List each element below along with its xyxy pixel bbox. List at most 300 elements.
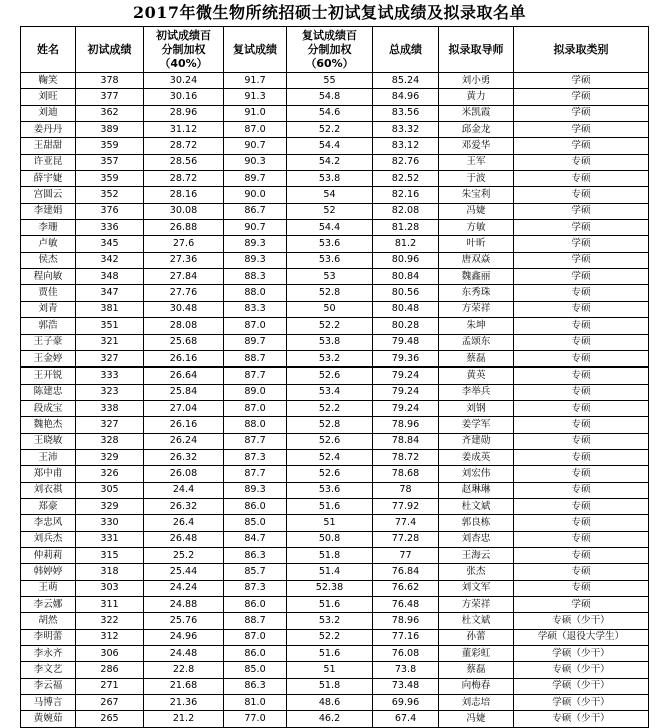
cell-total-score: 83.32 <box>373 122 439 138</box>
cell-total-score: 83.12 <box>373 138 439 154</box>
cell-retest-weighted: 54.8 <box>287 89 373 105</box>
cell-name: 王甜甜 <box>21 138 76 154</box>
cell-advisor: 王军 <box>439 154 514 170</box>
cell-total-score: 82.52 <box>373 171 439 187</box>
cell-total-score: 78 <box>373 482 439 498</box>
cell-category: 专硕 <box>514 482 649 498</box>
cell-advisor: 姜成英 <box>439 449 514 465</box>
cell-retest-score: 84.7 <box>224 531 287 547</box>
cell-total-score: 81.2 <box>373 236 439 252</box>
cell-advisor: 邓爱华 <box>439 138 514 154</box>
cell-prelim-weighted: 25.68 <box>144 334 224 350</box>
admission-table <box>20 26 649 728</box>
cell-prelim-weighted: 26.16 <box>144 350 224 367</box>
table-row <box>21 695 649 711</box>
cell-name: 刘衣祺 <box>21 482 76 498</box>
document-title: 2017年微生物所统招硕士初试复试成绩及拟录取名单 <box>132 3 527 22</box>
cell-prelim-weighted: 26.32 <box>144 498 224 514</box>
table-row <box>21 711 649 727</box>
cell-retest-weighted: 54.2 <box>287 154 373 170</box>
table-row <box>21 662 649 678</box>
cell-retest-weighted: 52.6 <box>287 466 373 482</box>
cell-prelim-score: 315 <box>76 547 144 563</box>
cell-retest-weighted: 55 <box>287 73 373 89</box>
table-row <box>21 449 649 465</box>
cell-name: 王金婷 <box>21 350 76 367</box>
cell-retest-score: 87.0 <box>224 629 287 645</box>
table-row <box>21 466 649 482</box>
cell-category: 学硕（少干） <box>514 646 649 662</box>
cell-prelim-weighted: 24.48 <box>144 646 224 662</box>
cell-advisor: 朱坤 <box>439 318 514 334</box>
cell-prelim-score: 327 <box>76 417 144 433</box>
cell-total-score: 78.96 <box>373 613 439 629</box>
cell-category: 学硕 <box>514 122 649 138</box>
cell-retest-score: 88.7 <box>224 350 287 367</box>
cell-prelim-score: 338 <box>76 400 144 416</box>
cell-category: 学硕 <box>514 73 649 89</box>
cell-total-score: 80.28 <box>373 318 439 334</box>
cell-prelim-score: 303 <box>76 580 144 596</box>
cell-retest-score: 86.0 <box>224 597 287 613</box>
cell-name: 李珊 <box>21 220 76 236</box>
cell-advisor: 刘小勇 <box>439 73 514 89</box>
cell-total-score: 67.4 <box>373 711 439 727</box>
cell-total-score: 84.96 <box>373 89 439 105</box>
cell-name: 王开锐 <box>21 367 76 384</box>
cell-prelim-score: 389 <box>76 122 144 138</box>
cell-retest-score: 90.0 <box>224 187 287 203</box>
cell-prelim-score: 381 <box>76 301 144 317</box>
cell-retest-score: 91.3 <box>224 89 287 105</box>
cell-total-score: 79.24 <box>373 367 439 384</box>
cell-retest-weighted: 51.6 <box>287 646 373 662</box>
cell-category: 学硕 <box>514 252 649 268</box>
header-prelim-weighted-line3: （40%） <box>159 56 208 70</box>
cell-prelim-weighted: 26.16 <box>144 417 224 433</box>
cell-name: 仲莉莉 <box>21 547 76 563</box>
cell-advisor: 黄英 <box>439 367 514 384</box>
cell-advisor: 米凯霞 <box>439 105 514 121</box>
cell-prelim-weighted: 21.36 <box>144 695 224 711</box>
cell-category: 专硕 <box>514 449 649 465</box>
table-row <box>21 597 649 613</box>
cell-advisor: 于波 <box>439 171 514 187</box>
cell-category: 学硕 <box>514 269 649 285</box>
cell-retest-weighted: 53.2 <box>287 613 373 629</box>
cell-prelim-score: 348 <box>76 269 144 285</box>
cell-advisor: 刘志培 <box>439 695 514 711</box>
cell-prelim-score: 286 <box>76 662 144 678</box>
cell-total-score: 77.92 <box>373 498 439 514</box>
cell-name: 王沛 <box>21 449 76 465</box>
table-row <box>21 384 649 400</box>
cell-advisor: 齐建勋 <box>439 433 514 449</box>
cell-prelim-score: 318 <box>76 564 144 580</box>
cell-total-score: 77.16 <box>373 629 439 645</box>
cell-name: 韩婷婷 <box>21 564 76 580</box>
cell-retest-score: 85.0 <box>224 515 287 531</box>
cell-retest-score: 90.7 <box>224 220 287 236</box>
cell-prelim-weighted: 26.32 <box>144 449 224 465</box>
cell-total-score: 80.84 <box>373 269 439 285</box>
cell-name: 李文艺 <box>21 662 76 678</box>
cell-name: 许亚昆 <box>21 154 76 170</box>
cell-prelim-weighted: 28.72 <box>144 138 224 154</box>
cell-total-score: 81.28 <box>373 220 439 236</box>
cell-category: 专硕 <box>514 154 649 170</box>
cell-total-score: 79.24 <box>373 400 439 416</box>
header-row <box>21 27 649 73</box>
cell-retest-score: 83.3 <box>224 301 287 317</box>
cell-retest-weighted: 53.8 <box>287 171 373 187</box>
cell-prelim-score: 312 <box>76 629 144 645</box>
cell-prelim-score: 305 <box>76 482 144 498</box>
table-row <box>21 171 649 187</box>
cell-advisor: 黄力 <box>439 89 514 105</box>
header-category: 拟录取类别 <box>514 27 649 73</box>
cell-advisor: 方敏 <box>439 220 514 236</box>
cell-name: 贾佳 <box>21 285 76 301</box>
cell-prelim-weighted: 28.96 <box>144 105 224 121</box>
cell-prelim-score: 328 <box>76 433 144 449</box>
cell-retest-weighted: 52.2 <box>287 400 373 416</box>
cell-prelim-score: 311 <box>76 597 144 613</box>
cell-advisor: 东秀珠 <box>439 285 514 301</box>
cell-prelim-weighted: 26.88 <box>144 220 224 236</box>
cell-prelim-score: 333 <box>76 367 144 384</box>
cell-retest-score: 87.7 <box>224 367 287 384</box>
cell-total-score: 80.96 <box>373 252 439 268</box>
cell-prelim-score: 326 <box>76 466 144 482</box>
cell-prelim-weighted: 26.64 <box>144 367 224 384</box>
cell-prelim-weighted: 25.84 <box>144 384 224 400</box>
cell-prelim-weighted: 30.24 <box>144 73 224 89</box>
cell-total-score: 76.84 <box>373 564 439 580</box>
header-total: 总成绩 <box>373 27 439 73</box>
cell-total-score: 77.28 <box>373 531 439 547</box>
cell-prelim-weighted: 28.56 <box>144 154 224 170</box>
cell-retest-score: 86.0 <box>224 646 287 662</box>
cell-retest-score: 89.7 <box>224 334 287 350</box>
cell-advisor: 李举兵 <box>439 384 514 400</box>
cell-total-score: 79.36 <box>373 350 439 367</box>
cell-retest-score: 87.0 <box>224 318 287 334</box>
cell-advisor: 郭良栋 <box>439 515 514 531</box>
cell-prelim-score: 321 <box>76 334 144 350</box>
cell-name: 侯杰 <box>21 252 76 268</box>
cell-prelim-weighted: 26.4 <box>144 515 224 531</box>
cell-prelim-score: 347 <box>76 285 144 301</box>
cell-prelim-score: 327 <box>76 350 144 367</box>
cell-total-score: 80.48 <box>373 301 439 317</box>
cell-retest-weighted: 50 <box>287 301 373 317</box>
header-prelim-weighted-line2: 分制加权 <box>161 42 206 56</box>
cell-retest-weighted: 52.2 <box>287 629 373 645</box>
cell-category: 专硕 <box>514 318 649 334</box>
cell-advisor: 叶昕 <box>439 236 514 252</box>
cell-prelim-weighted: 28.08 <box>144 318 224 334</box>
table-row <box>21 531 649 547</box>
table-row <box>21 269 649 285</box>
table-row <box>21 334 649 350</box>
cell-retest-weighted: 53.2 <box>287 350 373 367</box>
cell-retest-score: 88.0 <box>224 417 287 433</box>
cell-prelim-score: 378 <box>76 73 144 89</box>
cell-advisor: 孙蕾 <box>439 629 514 645</box>
cell-advisor: 刘杏忠 <box>439 531 514 547</box>
cell-prelim-score: 351 <box>76 318 144 334</box>
cell-retest-score: 87.7 <box>224 433 287 449</box>
table-row <box>21 220 649 236</box>
cell-retest-weighted: 50.8 <box>287 531 373 547</box>
table-row <box>21 138 649 154</box>
cell-advisor: 王海云 <box>439 547 514 563</box>
cell-retest-weighted: 51.4 <box>287 564 373 580</box>
cell-advisor: 方荣祥 <box>439 301 514 317</box>
cell-category: 专硕 <box>514 466 649 482</box>
cell-retest-weighted: 54 <box>287 187 373 203</box>
cell-advisor: 董彩虹 <box>439 646 514 662</box>
cell-prelim-score: 342 <box>76 252 144 268</box>
cell-name: 段成宝 <box>21 400 76 416</box>
cell-retest-score: 87.7 <box>224 466 287 482</box>
cell-retest-weighted: 52.6 <box>287 367 373 384</box>
cell-retest-score: 86.7 <box>224 203 287 219</box>
cell-category: 专硕 <box>514 285 649 301</box>
cell-advisor: 杜文斌 <box>439 498 514 514</box>
cell-total-score: 82.16 <box>373 187 439 203</box>
table-row <box>21 285 649 301</box>
cell-prelim-score: 376 <box>76 203 144 219</box>
cell-category: 专硕 <box>514 334 649 350</box>
cell-prelim-weighted: 27.36 <box>144 252 224 268</box>
cell-prelim-score: 267 <box>76 695 144 711</box>
cell-prelim-weighted: 21.2 <box>144 711 224 727</box>
cell-prelim-score: 336 <box>76 220 144 236</box>
cell-name: 姜丹丹 <box>21 122 76 138</box>
cell-retest-weighted: 51 <box>287 515 373 531</box>
cell-prelim-weighted: 25.76 <box>144 613 224 629</box>
cell-name: 李永齐 <box>21 646 76 662</box>
cell-category: 专硕 <box>514 187 649 203</box>
cell-prelim-score: 322 <box>76 613 144 629</box>
cell-name: 郑豪 <box>21 498 76 514</box>
cell-prelim-score: 359 <box>76 138 144 154</box>
cell-name: 李忠风 <box>21 515 76 531</box>
cell-prelim-weighted: 27.84 <box>144 269 224 285</box>
cell-prelim-score: 306 <box>76 646 144 662</box>
cell-total-score: 77.4 <box>373 515 439 531</box>
table-row <box>21 564 649 580</box>
cell-total-score: 76.08 <box>373 646 439 662</box>
cell-prelim-weighted: 26.08 <box>144 466 224 482</box>
table-row <box>21 482 649 498</box>
table-row <box>21 154 649 170</box>
cell-category: 学硕（少干） <box>514 695 649 711</box>
cell-category: 学硕 <box>514 597 649 613</box>
cell-category: 专硕（少干） <box>514 613 649 629</box>
cell-retest-score: 86.0 <box>224 498 287 514</box>
cell-total-score: 85.24 <box>373 73 439 89</box>
cell-total-score: 78.72 <box>373 449 439 465</box>
cell-retest-weighted: 53.6 <box>287 482 373 498</box>
cell-name: 刘青 <box>21 301 76 317</box>
cell-name: 薛宇婕 <box>21 171 76 187</box>
cell-prelim-score: 359 <box>76 171 144 187</box>
cell-name: 程向敏 <box>21 269 76 285</box>
cell-prelim-weighted: 21.68 <box>144 678 224 694</box>
cell-retest-weighted: 54.4 <box>287 138 373 154</box>
header-prelim: 初试成绩 <box>76 27 144 73</box>
cell-category: 学硕 <box>514 138 649 154</box>
cell-retest-score: 87.3 <box>224 449 287 465</box>
cell-prelim-weighted: 24.96 <box>144 629 224 645</box>
cell-prelim-weighted: 24.88 <box>144 597 224 613</box>
cell-prelim-weighted: 26.24 <box>144 433 224 449</box>
cell-prelim-score: 357 <box>76 154 144 170</box>
table-body <box>21 73 649 728</box>
cell-name: 郑中甫 <box>21 466 76 482</box>
cell-total-score: 79.48 <box>373 334 439 350</box>
cell-prelim-weighted: 25.44 <box>144 564 224 580</box>
table-row <box>21 498 649 514</box>
table-row <box>21 187 649 203</box>
cell-category: 专硕 <box>514 515 649 531</box>
cell-retest-score: 88.7 <box>224 613 287 629</box>
cell-category: 专硕 <box>514 301 649 317</box>
cell-retest-weighted: 51.8 <box>287 678 373 694</box>
cell-total-score: 82.76 <box>373 154 439 170</box>
cell-category: 专硕 <box>514 400 649 416</box>
cell-retest-score: 85.7 <box>224 564 287 580</box>
cell-total-score: 78.84 <box>373 433 439 449</box>
cell-retest-score: 87.0 <box>224 400 287 416</box>
cell-advisor: 刘文军 <box>439 580 514 596</box>
cell-advisor: 魏鑫丽 <box>439 269 514 285</box>
table-row <box>21 580 649 596</box>
table-row <box>21 613 649 629</box>
cell-advisor: 蔡磊 <box>439 350 514 367</box>
cell-prelim-weighted: 24.24 <box>144 580 224 596</box>
table-row <box>21 515 649 531</box>
cell-name: 刘兵杰 <box>21 531 76 547</box>
cell-name: 胡然 <box>21 613 76 629</box>
cell-retest-weighted: 52.8 <box>287 285 373 301</box>
cell-retest-score: 88.0 <box>224 285 287 301</box>
cell-name: 王子豪 <box>21 334 76 350</box>
cell-advisor: 邱金龙 <box>439 122 514 138</box>
cell-total-score: 73.48 <box>373 678 439 694</box>
cell-name: 魏艳杰 <box>21 417 76 433</box>
cell-total-score: 82.08 <box>373 203 439 219</box>
cell-retest-weighted: 51.6 <box>287 597 373 613</box>
cell-category: 专硕（少干） <box>514 662 649 678</box>
table-row <box>21 400 649 416</box>
cell-retest-score: 89.3 <box>224 236 287 252</box>
cell-advisor: 唐双焱 <box>439 252 514 268</box>
cell-retest-score: 77.0 <box>224 711 287 727</box>
cell-name: 李建娟 <box>21 203 76 219</box>
cell-category: 专硕 <box>514 350 649 367</box>
header-prelim-weighted <box>144 27 224 73</box>
table-row <box>21 646 649 662</box>
cell-prelim-weighted: 27.04 <box>144 400 224 416</box>
header-advisor: 拟录取导师 <box>439 27 514 73</box>
cell-prelim-weighted: 28.72 <box>144 171 224 187</box>
cell-retest-weighted: 53.6 <box>287 252 373 268</box>
cell-category: 专硕 <box>514 498 649 514</box>
cell-prelim-score: 345 <box>76 236 144 252</box>
cell-prelim-weighted: 30.16 <box>144 89 224 105</box>
cell-retest-score: 89.3 <box>224 252 287 268</box>
table-row <box>21 678 649 694</box>
cell-name: 宫圆云 <box>21 187 76 203</box>
cell-advisor: 张杰 <box>439 564 514 580</box>
cell-category: 学硕 <box>514 236 649 252</box>
table-row <box>21 105 649 121</box>
cell-name: 马博言 <box>21 695 76 711</box>
table-row <box>21 417 649 433</box>
cell-total-score: 77 <box>373 547 439 563</box>
table-row <box>21 547 649 563</box>
table-row <box>21 367 649 384</box>
cell-prelim-score: 362 <box>76 105 144 121</box>
cell-category: 专硕 <box>514 547 649 563</box>
cell-category: 专硕 <box>514 580 649 596</box>
cell-total-score: 79.24 <box>373 384 439 400</box>
cell-name: 李明蕾 <box>21 629 76 645</box>
cell-prelim-weighted: 26.48 <box>144 531 224 547</box>
cell-prelim-score: 330 <box>76 515 144 531</box>
cell-category: 专硕 <box>514 564 649 580</box>
cell-retest-score: 87.0 <box>224 122 287 138</box>
table-row <box>21 236 649 252</box>
cell-total-score: 76.48 <box>373 597 439 613</box>
table-row <box>21 203 649 219</box>
cell-retest-weighted: 52.6 <box>287 433 373 449</box>
table-row <box>21 73 649 89</box>
table-row <box>21 318 649 334</box>
cell-prelim-score: 323 <box>76 384 144 400</box>
cell-retest-weighted: 52.4 <box>287 449 373 465</box>
cell-prelim-weighted: 22.8 <box>144 662 224 678</box>
cell-retest-score: 86.3 <box>224 547 287 563</box>
header-retest-weighted-line3: （60%） <box>305 56 354 70</box>
cell-total-score: 76.62 <box>373 580 439 596</box>
cell-retest-weighted: 54.6 <box>287 105 373 121</box>
cell-prelim-score: 331 <box>76 531 144 547</box>
header-retest: 复试成绩 <box>224 27 287 73</box>
cell-advisor: 刘宏伟 <box>439 466 514 482</box>
table-row <box>21 629 649 645</box>
cell-category: 专硕 <box>514 171 649 187</box>
cell-advisor: 刘钢 <box>439 400 514 416</box>
cell-retest-score: 87.3 <box>224 580 287 596</box>
cell-retest-weighted: 48.6 <box>287 695 373 711</box>
cell-name: 王晓敏 <box>21 433 76 449</box>
cell-prelim-weighted: 30.48 <box>144 301 224 317</box>
cell-total-score: 78.68 <box>373 466 439 482</box>
cell-advisor: 赵琳琳 <box>439 482 514 498</box>
cell-name: 卢敏 <box>21 236 76 252</box>
cell-name: 刘旺 <box>21 89 76 105</box>
cell-category: 学硕 <box>514 203 649 219</box>
cell-prelim-score: 265 <box>76 711 144 727</box>
table-row <box>21 89 649 105</box>
cell-retest-score: 89.0 <box>224 384 287 400</box>
cell-retest-weighted: 51.6 <box>287 498 373 514</box>
